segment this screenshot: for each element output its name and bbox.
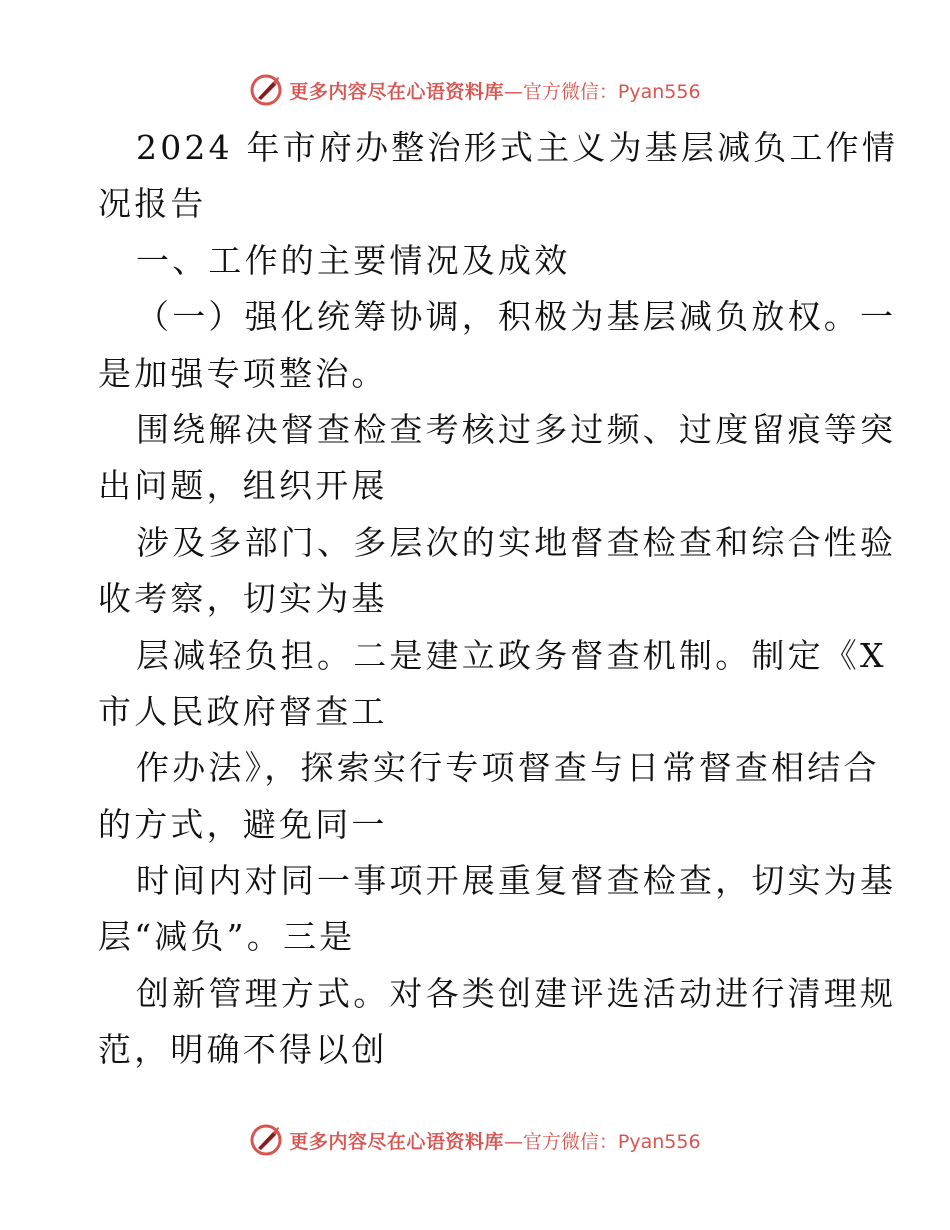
header-watermark <box>0 70 950 110</box>
document-line: 况报告 <box>98 184 207 224</box>
document-line: 层减轻负担。二是建立政务督查机制。制定《X <box>136 635 887 675</box>
document-line: 出问题，组织开展 <box>98 466 388 506</box>
quill-pen-icon <box>249 1123 283 1157</box>
footer-brand-text: 更多内容尽在心语资料库 <box>289 1130 504 1153</box>
document-body <box>98 120 899 1079</box>
header-contact-text: —官方微信：Pyan556 <box>503 80 701 103</box>
quill-pen-icon <box>249 73 283 107</box>
document-line: 涉及多部门、多层次的实地督查检查和综合性验 <box>136 522 897 562</box>
document-line: 层“减负”。三是 <box>98 917 356 957</box>
document-line: 一、工作的主要情况及成效 <box>136 240 571 280</box>
document-line: 作办法》，探索实行专项督查与日常督查相结合 <box>136 748 880 788</box>
document-line: 时间内对同一事项开展重复督查检查，切实为基 <box>136 861 897 901</box>
document-line: 收考察，切实为基 <box>98 579 388 619</box>
document-line: 创新管理方式。对各类创建评选活动进行清理规 <box>136 973 897 1013</box>
document-line: （一）强化统筹协调，积极为基层减负放权。一 <box>136 297 897 337</box>
footer-contact-text: —官方微信：Pyan556 <box>503 1130 701 1153</box>
document-line: 2024 年市府办整治形式主义为基层减负工作情 <box>136 128 899 167</box>
header-brand-text: 更多内容尽在心语资料库 <box>289 80 504 103</box>
footer-watermark <box>0 1120 950 1160</box>
document-line: 是加强专项整治。 <box>98 353 388 393</box>
document-line: 市人民政府督查工 <box>98 691 388 731</box>
document-line: 的方式，避免同一 <box>98 804 388 844</box>
document-line: 范，明确不得以创 <box>98 1030 388 1070</box>
document-line: 围绕解决督查检查考核过多过频、过度留痕等突 <box>136 409 897 449</box>
